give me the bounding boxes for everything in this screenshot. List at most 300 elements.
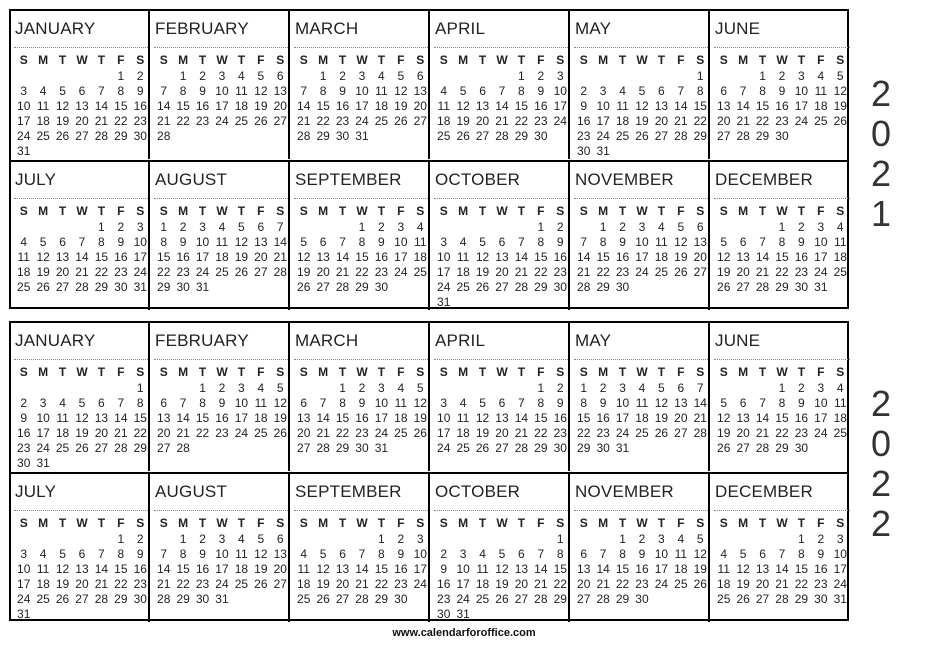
day-cell: 15 [94, 250, 109, 264]
week-row [574, 381, 710, 396]
day-cell: 16 [374, 250, 389, 264]
day-cell: 16 [814, 562, 828, 576]
day-cell: 2 [20, 396, 28, 410]
day-cell [473, 220, 492, 235]
day-cell: 5 [238, 220, 245, 234]
day-cell [551, 295, 570, 310]
week-row [574, 129, 710, 144]
weekday-header: S [416, 365, 425, 379]
week-row [714, 577, 850, 592]
week-row [14, 396, 150, 411]
day-cell: 22 [157, 265, 171, 279]
day-cell: 8 [378, 547, 385, 561]
dotted-divider [714, 47, 850, 48]
day-cell: 5 [257, 69, 265, 83]
week-row [14, 265, 150, 280]
weekday-header: M [458, 365, 469, 379]
day-cell: 25 [833, 265, 847, 279]
weekday-header: F [537, 204, 545, 218]
day-cell: 26 [674, 265, 688, 279]
weekday-header: S [579, 516, 588, 530]
day-cell: 19 [55, 577, 70, 591]
day-cell [193, 144, 212, 159]
weekday-header: F [117, 53, 125, 67]
weekday-header: T [237, 204, 246, 218]
day-cell: 27 [654, 129, 669, 143]
day-cell [593, 607, 612, 622]
week-row [154, 532, 290, 547]
week-row [14, 235, 150, 250]
day-cell [733, 456, 752, 471]
day-cell: 29 [794, 592, 809, 606]
week-row [714, 250, 850, 265]
weekday-header: S [556, 516, 565, 530]
day-cell: 4 [238, 69, 245, 83]
day-cell: 23 [596, 426, 610, 440]
day-cell [512, 144, 531, 159]
day-cell: 19 [717, 426, 731, 440]
month-grid [714, 515, 850, 622]
day-cell: 2 [199, 532, 206, 546]
day-cell [492, 532, 511, 547]
day-cell: 23 [615, 265, 630, 279]
day-cell: 27 [736, 280, 750, 294]
day-cell: 7 [319, 396, 327, 410]
day-cell: 14 [674, 99, 688, 113]
day-cell: 22 [355, 265, 369, 279]
day-cell: 15 [596, 250, 610, 264]
day-cell [232, 592, 251, 607]
month-panel [711, 162, 850, 310]
week-row [574, 592, 710, 607]
day-cell: 3 [218, 69, 226, 83]
day-cell: 5 [416, 381, 424, 395]
day-cell: 12 [55, 99, 70, 113]
day-cell: 3 [39, 396, 47, 410]
week-row [714, 84, 850, 99]
weekday-header: W [76, 53, 88, 67]
day-cell [294, 607, 313, 622]
weekday-header: T [237, 516, 246, 530]
week-row [14, 547, 150, 562]
week-row [574, 577, 710, 592]
day-cell: 7 [358, 547, 366, 561]
day-cell: 21 [94, 114, 109, 128]
day-cell: 16 [355, 411, 369, 425]
weekday-header: M [598, 53, 609, 67]
week-row [14, 220, 150, 235]
day-cell: 23 [335, 114, 350, 128]
weekday-header: M [738, 53, 749, 67]
day-cell: 16 [195, 99, 210, 113]
day-cell: 16 [133, 99, 147, 113]
day-cell: 1 [179, 69, 187, 83]
day-cell: 29 [514, 129, 529, 143]
day-cell: 17 [17, 114, 31, 128]
weekday-header: W [356, 53, 368, 67]
day-cell: 15 [176, 99, 190, 113]
day-cell: 24 [833, 577, 847, 591]
day-cell: 14 [94, 99, 109, 113]
weekday-header: S [579, 365, 588, 379]
weekday-header: T [618, 516, 627, 530]
day-cell: 30 [635, 592, 649, 606]
month-name: OCTOBER [435, 170, 521, 189]
day-cell: 16 [635, 562, 649, 576]
day-cell [512, 456, 531, 471]
day-cell: 27 [316, 280, 330, 294]
day-cell [154, 381, 173, 396]
weekday-header: M [38, 204, 49, 218]
day-cell: 27 [717, 129, 731, 143]
day-cell: 15 [693, 99, 707, 113]
day-cell: 19 [234, 250, 249, 264]
day-cell [652, 456, 671, 471]
week-row [154, 99, 290, 114]
day-cell: 11 [36, 99, 50, 113]
day-cell: 12 [413, 396, 427, 410]
weekday-header: S [579, 204, 588, 218]
week-row [434, 69, 570, 84]
day-cell: 18 [234, 562, 249, 576]
month-grid [154, 52, 290, 159]
day-cell: 23 [114, 265, 128, 279]
day-cell: 3 [817, 381, 825, 395]
day-cell: 10 [133, 235, 147, 249]
day-cell: 3 [798, 69, 805, 83]
week-row [434, 532, 570, 547]
day-cell [411, 144, 430, 159]
month-grid [294, 203, 430, 310]
dotted-divider [14, 47, 148, 48]
day-cell: 8 [117, 547, 125, 561]
day-cell: 23 [534, 114, 548, 128]
day-cell: 17 [654, 562, 669, 576]
month-name: JULY [15, 170, 57, 189]
weekday-header: W [216, 365, 228, 379]
day-cell: 4 [59, 396, 66, 410]
day-cell [173, 144, 192, 159]
day-cell: 3 [238, 381, 245, 395]
day-cell: 16 [335, 99, 350, 113]
day-cell: 10 [374, 396, 389, 410]
weekday-header: W [636, 204, 648, 218]
day-cell [574, 456, 593, 471]
day-cell [574, 295, 593, 310]
week-row [434, 592, 570, 607]
weekday-header: M [38, 516, 49, 530]
year-label [866, 74, 896, 234]
day-cell: 1 [778, 220, 786, 234]
day-cell: 18 [456, 426, 470, 440]
day-cell: 26 [55, 592, 70, 606]
month-panel [431, 11, 570, 159]
day-cell: 26 [693, 577, 707, 591]
month-grid [434, 515, 570, 622]
day-cell: 25 [374, 114, 389, 128]
day-cell: 20 [273, 99, 287, 113]
day-cell: 22 [94, 265, 109, 279]
week-row [434, 411, 570, 426]
day-cell: 20 [55, 265, 70, 279]
weekday-header: T [517, 53, 526, 67]
month-panel [11, 323, 150, 471]
day-cell: 4 [836, 381, 844, 395]
day-cell [492, 295, 511, 310]
day-cell: 22 [176, 577, 190, 591]
day-cell: 13 [755, 562, 770, 576]
weekday-header: T [478, 53, 487, 67]
day-cell [14, 220, 33, 235]
month-panel [431, 474, 570, 622]
month-grid [574, 52, 710, 159]
day-cell: 16 [133, 562, 147, 576]
day-cell: 13 [717, 99, 731, 113]
day-cell: 4 [300, 547, 308, 561]
dotted-divider [154, 359, 288, 360]
month-grid [714, 52, 850, 159]
weekday-header: S [719, 204, 728, 218]
day-cell [251, 592, 270, 607]
day-cell: 23 [577, 129, 591, 143]
week-row [714, 265, 850, 280]
day-cell: 5 [397, 69, 405, 83]
day-cell: 3 [459, 547, 467, 561]
day-cell: 29 [775, 280, 789, 294]
week-row [294, 396, 430, 411]
month-grid [154, 364, 290, 471]
month-panel [291, 11, 430, 159]
day-cell [333, 144, 352, 159]
day-cell: 26 [55, 129, 70, 143]
day-cell: 8 [179, 84, 187, 98]
day-cell [733, 220, 752, 235]
day-cell: 5 [479, 396, 486, 410]
day-cell [313, 456, 332, 471]
day-cell: 29 [114, 129, 128, 143]
day-cell: 26 [635, 129, 649, 143]
day-cell [251, 441, 270, 456]
day-cell: 5 [638, 84, 646, 98]
day-cell: 13 [297, 411, 311, 425]
day-cell: 9 [199, 547, 206, 561]
day-cell [792, 295, 811, 310]
day-cell [593, 69, 612, 84]
day-cell: 26 [717, 280, 731, 294]
day-cell [714, 295, 733, 310]
day-cell: 10 [833, 547, 847, 561]
day-cell [792, 456, 811, 471]
day-cell: 2 [537, 69, 545, 83]
day-cell: 15 [755, 99, 770, 113]
weekday-header: S [416, 53, 425, 67]
day-cell: 19 [394, 99, 408, 113]
day-cell: 17 [794, 99, 809, 113]
day-cell: 7 [98, 84, 105, 98]
day-cell: 29 [534, 441, 548, 455]
week-row [14, 562, 150, 577]
day-cell: 22 [133, 426, 147, 440]
weekday-header: T [97, 53, 106, 67]
day-cell [251, 144, 270, 159]
day-cell [313, 607, 332, 622]
weekday-header: W [76, 516, 88, 530]
day-cell: 8 [358, 235, 366, 249]
day-cell: 13 [475, 99, 490, 113]
day-cell: 15 [114, 562, 128, 576]
weekday-header: M [38, 365, 49, 379]
day-cell: 9 [619, 235, 626, 249]
month-panel [571, 162, 710, 310]
dotted-divider [14, 198, 148, 199]
day-cell: 13 [693, 235, 707, 249]
day-cell: 28 [355, 592, 369, 606]
weekday-header: T [657, 516, 666, 530]
day-cell: 24 [437, 280, 451, 294]
day-cell [792, 607, 811, 622]
day-cell: 23 [355, 426, 369, 440]
weekday-header: S [136, 53, 145, 67]
day-cell: 24 [794, 114, 809, 128]
weekday-header: F [397, 365, 405, 379]
day-cell [811, 607, 830, 622]
day-cell: 9 [136, 84, 144, 98]
day-cell: 4 [416, 220, 424, 234]
day-cell [811, 441, 830, 456]
weekday-header: W [776, 53, 788, 67]
day-cell: 3 [199, 220, 206, 234]
day-cell: 16 [534, 99, 548, 113]
day-cell [232, 607, 251, 622]
day-cell: 7 [696, 381, 704, 395]
day-cell [691, 441, 710, 456]
day-cell [613, 69, 632, 84]
day-cell: 23 [775, 114, 789, 128]
weekday-header: M [38, 53, 49, 67]
day-cell: 24 [36, 441, 50, 455]
year-digit: 2 [870, 503, 892, 544]
month-panel [711, 323, 850, 471]
day-cell: 5 [677, 220, 685, 234]
day-cell: 15 [534, 411, 548, 425]
day-cell [391, 280, 410, 295]
weekday-header: T [478, 516, 487, 530]
day-cell: 18 [254, 411, 268, 425]
weekday-header: W [76, 204, 88, 218]
day-cell [613, 456, 632, 471]
day-cell: 23 [394, 577, 408, 591]
day-cell: 28 [94, 129, 109, 143]
day-cell: 7 [300, 84, 308, 98]
day-cell: 12 [654, 396, 669, 410]
day-cell: 19 [833, 99, 847, 113]
weekday-header: T [797, 365, 806, 379]
day-cell: 21 [495, 114, 509, 128]
day-cell: 6 [739, 396, 747, 410]
day-cell [271, 129, 290, 144]
day-cell [593, 532, 612, 547]
day-cell: 18 [36, 577, 50, 591]
weekday-header: F [817, 365, 825, 379]
day-cell: 3 [20, 547, 28, 561]
day-cell: 17 [814, 250, 828, 264]
day-cell: 2 [199, 69, 206, 83]
day-cell [14, 295, 33, 310]
day-cell: 11 [394, 396, 408, 410]
weekday-header: T [58, 204, 67, 218]
day-cell: 10 [814, 235, 828, 249]
weekday-header: F [677, 516, 685, 530]
day-cell: 20 [335, 577, 350, 591]
week-row [294, 235, 430, 250]
day-cell: 27 [254, 265, 268, 279]
day-cell: 27 [297, 441, 311, 455]
day-cell: 15 [133, 411, 147, 425]
day-cell [72, 532, 91, 547]
day-cell: 28 [316, 441, 330, 455]
day-cell [271, 144, 290, 159]
day-cell: 27 [94, 441, 109, 455]
day-cell: 10 [394, 235, 408, 249]
day-cell [72, 607, 91, 622]
day-cell [271, 592, 290, 607]
day-cell: 9 [778, 84, 786, 98]
weekday-header: M [318, 204, 329, 218]
month-name: DECEMBER [715, 482, 813, 501]
day-cell: 10 [437, 250, 451, 264]
day-cell: 7 [518, 396, 525, 410]
day-cell [772, 456, 791, 471]
day-cell: 29 [553, 592, 567, 606]
day-cell: 5 [39, 235, 47, 249]
day-cell: 1 [518, 69, 525, 83]
month-grid [14, 515, 150, 622]
day-cell: 27 [273, 114, 287, 128]
day-cell: 22 [775, 265, 789, 279]
week-row [574, 426, 710, 441]
day-cell: 18 [654, 250, 669, 264]
weekday-header: F [397, 53, 405, 67]
day-cell [613, 295, 632, 310]
month-name: JUNE [715, 331, 761, 350]
month-grid [574, 515, 710, 622]
day-cell: 12 [254, 547, 268, 561]
day-cell: 27 [693, 265, 707, 279]
day-cell: 31 [456, 607, 470, 621]
day-cell: 28 [273, 265, 287, 279]
day-cell [251, 607, 270, 622]
day-cell: 17 [374, 411, 389, 425]
day-cell: 8 [696, 84, 704, 98]
day-cell: 30 [394, 592, 408, 606]
day-cell: 24 [17, 592, 31, 606]
day-cell: 1 [160, 220, 168, 234]
day-cell: 2 [378, 220, 385, 234]
day-cell [551, 456, 570, 471]
weekday-header: S [276, 365, 285, 379]
day-cell: 14 [94, 562, 109, 576]
month-grid [294, 364, 430, 471]
weekday-header: T [618, 204, 627, 218]
weekday-header: F [537, 516, 545, 530]
day-cell [212, 607, 231, 622]
day-cell: 27 [755, 592, 770, 606]
day-cell: 12 [833, 84, 847, 98]
day-cell [434, 220, 453, 235]
day-cell: 5 [319, 547, 327, 561]
day-cell [251, 280, 270, 295]
week-row [714, 411, 850, 426]
